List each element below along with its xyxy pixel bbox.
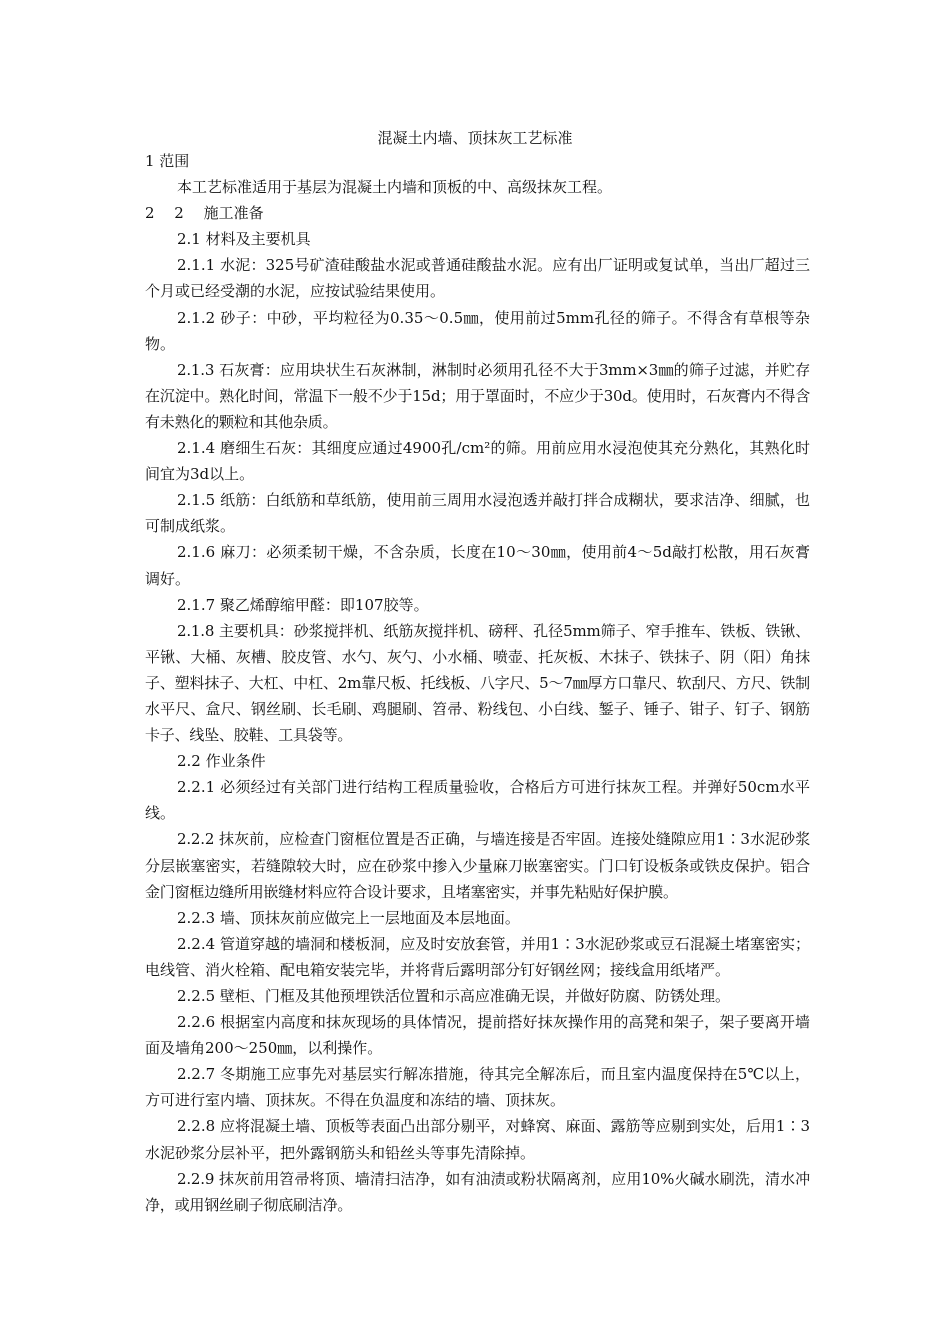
paragraph: 2.1.8 主要机具：砂浆搅拌机、纸筋灰搅拌机、磅秤、孔径5mm筛子、窄手推车、铁板、铁锹、平锹、大桶、灰槽、胶皮管、水勺、灰勺、小水桶、喷壶、托灰板、木抹子、铁抹子、阴（阳）角抹子、塑料抹子、大杠、中杠、2m靠尺板、托线板、八字尺、5～7㎜厚方口靠尺、软刮尺、方尺、铁制水平尺、盒尺、钢丝刷、长毛刷、鸡腿刷、笤帚、粉线包、小白线、錾子、锤子、钳子、钉子、钢筋卡子、线坠、胶鞋、工具袋等。 <box>145 621 810 745</box>
paragraph: 2.1.2 砂子：中砂，平均粒径为0.35～0.5㎜，使用前过5mm孔径的筛子。不得含有草根等杂物。 <box>145 308 810 353</box>
subsection-heading: 2.1 材料及主要机具 <box>177 230 311 249</box>
paragraph: 本工艺标准适用于基层为混凝土内墙和顶板的中、高级抹灰工程。 <box>177 178 613 197</box>
document-title: 混凝土内墙、顶抹灰工艺标准 <box>377 129 573 147</box>
section-heading: 1 范围 <box>145 152 190 170</box>
paragraph: 2.2.3 墙、顶抹灰前应做完上一层地面及本层地面。 <box>177 908 520 927</box>
document-body <box>145 148 810 1218</box>
paragraph: 2.1.6 麻刀：必须柔韧干燥，不含杂质，长度在10～30㎜，使用前4～5d敲打松散，用石灰膏调好。 <box>145 543 810 588</box>
paragraph: 2.2.6 根据室内高度和抹灰现场的具体情况，提前搭好抹灰操作用的高凳和架子，架子要离开墙面及墙角200～250㎜，以利操作。 <box>145 1013 810 1058</box>
paragraph: 2.1.1 水泥：325号矿渣硅酸盐水泥或普通硅酸盐水泥。应有出厂证明或复试单，当出厂超过三个月或已经受潮的水泥，应按试验结果使用。 <box>145 256 810 301</box>
subsection-heading: 2.2 作业条件 <box>177 752 266 771</box>
paragraph: 2.1.5 纸筋：白纸筋和草纸筋，使用前三周用水浸泡透并敲打拌合成糊状，要求洁净、细腻，也可制成纸浆。 <box>145 491 810 536</box>
paragraph: 2.1.4 磨细生石灰：其细度应通过4900孔/cm²的筛。用前应用水浸泡使其充分熟化，其熟化时间宜为3d以上。 <box>145 439 810 484</box>
paragraph: 2.2.7 冬期施工应事先对基层实行解冻措施，待其完全解冻后，而且室内温度保持在5℃以上，方可进行室内墙、顶抹灰。不得在负温度和冻结的墙、顶抹灰。 <box>145 1065 810 1110</box>
paragraph: 2.2.2 抹灰前，应检查门窗框位置是否正确，与墙连接是否牢固。连接处缝隙应用1∶3水泥砂浆分层嵌塞密实，若缝隙较大时，应在砂浆中掺入少量麻刀嵌塞密实。门口钉设板条或铁皮保护。铝合金门窗框边缝所用嵌缝材料应符合设计要求，且堵塞密实，并事先粘贴好保护膜。 <box>145 830 810 901</box>
paragraph: 2.2.8 应将混凝土墙、顶板等表面凸出部分剔平，对蜂窝、麻面、露筋等应剔到实处，后用1∶3水泥砂浆分层补平，把外露钢筋头和铅丝头等事先清除掉。 <box>145 1117 810 1162</box>
paragraph: 2.2.5 壁柜、门框及其他预埋铁活位置和示高应准确无误，并做好防腐、防锈处理。 <box>177 987 730 1005</box>
section-heading: 2 2 施工准备 <box>145 204 264 223</box>
paragraph: 2.1.7 聚乙烯醇缩甲醛：即107胶等。 <box>177 595 429 614</box>
paragraph: 2.1.3 石灰膏：应用块状生石灰淋制，淋制时必须用孔径不大于3mm×3㎜的筛子过滤，并贮存在沉淀中。熟化时间，常温下一般不少于15d；用于罩面时，不应少于30d。使用时，石灰膏内不得含有未熟化的颗粒和其他杂质。 <box>145 360 810 431</box>
paragraph: 2.2.9 抹灰前用笤帚将顶、墙清扫洁净，如有油渍或粉状隔离剂，应用10%火碱水刷洗，清水冲净，或用钢丝刷子彻底刷洁净。 <box>145 1169 810 1214</box>
paragraph: 2.2.4 管道穿越的墙洞和楼板洞，应及时安放套管，并用1∶3水泥砂浆或豆石混凝土堵塞密实；电线管、消火栓箱、配电箱安装完毕，并将背后露明部分钉好钢丝网；接线盒用纸堵严。 <box>145 934 810 979</box>
paragraph: 2.2.1 必须经过有关部门进行结构工程质量验收，合格后方可进行抹灰工程。并弹好50cm水平线。 <box>145 778 810 823</box>
